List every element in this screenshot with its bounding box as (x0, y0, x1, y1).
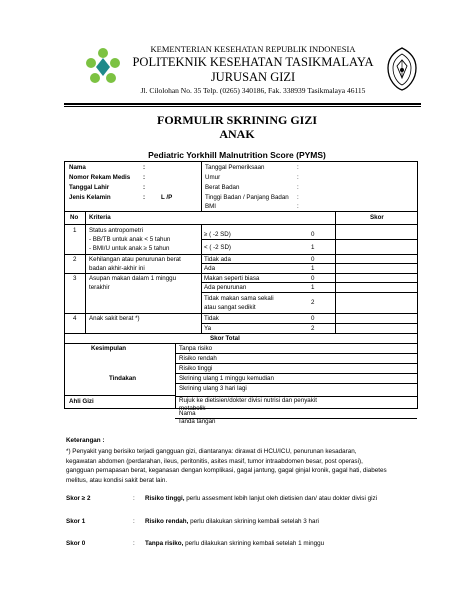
divider (65, 408, 417, 409)
score-none-label: Skor 0 (66, 540, 86, 547)
criteria-text: - BB/TB untuk anak < 5 tahun (89, 236, 171, 243)
form-subtitle: Pediatric Yorkhill Malnutrition Score (PYMS) (148, 150, 326, 160)
sex-label: Jenis Kelamin (69, 194, 111, 201)
criteria-text: Asupan makan dalam 1 minggu (89, 275, 177, 282)
score-high-risk: Risiko tinggi, (145, 495, 185, 502)
option-text: ≥ ( -2 SD) (204, 231, 231, 238)
score-low-label: Skor 1 (66, 518, 86, 525)
criteria-text: - BMI/U untuk anak ≥ 5 tahun (89, 245, 170, 252)
divider (65, 211, 417, 212)
form-title: FORMULIR SKRINING GIZI (156, 113, 318, 127)
signature-label: Tanda tangan (178, 418, 216, 425)
option-score: 0 (311, 256, 315, 263)
weight-label: Berat Badan (205, 184, 240, 191)
poltekkes-emblem-icon (386, 46, 418, 92)
age-label: Umur (205, 174, 221, 181)
option-score: 2 (311, 299, 315, 306)
height-colon: : (297, 194, 299, 201)
bmi-label: BMI (205, 203, 217, 210)
divider (175, 343, 176, 408)
score-low-description (145, 518, 319, 525)
option-score: 2 (311, 325, 315, 332)
option-text: Tidak ada (204, 256, 231, 263)
action-option: metabolik (179, 405, 206, 412)
criteria-text: Status antropometri (89, 227, 143, 234)
birth-date-label: Tanggal Lahir (69, 184, 110, 191)
divider (85, 211, 86, 333)
divider (201, 239, 417, 240)
option-score: 1 (311, 265, 315, 272)
option-text: Tidak makan sama sekali (204, 295, 274, 302)
score-high-colon: : (133, 495, 135, 502)
conclusion-option: Risiko tinggi (179, 365, 213, 372)
score-none-colon: : (133, 540, 135, 547)
divider (201, 292, 417, 293)
divider (65, 333, 417, 334)
medical-record-colon: : (143, 174, 146, 181)
action-label: Tindakan (109, 375, 137, 382)
medical-record-label: Nomor Rekam Medis (69, 174, 131, 181)
score-none-risk: Tanpa risiko, (145, 540, 184, 547)
form-title-sub: ANAK (219, 127, 255, 141)
weight-colon: : (297, 184, 299, 191)
score-high-label: Skor ≥ 2 (66, 495, 91, 502)
letterhead-text (118, 44, 388, 96)
total-score-label: Skor Total (210, 335, 240, 342)
criteria-text: Anak sakit berat *) (89, 315, 140, 322)
letterhead (0, 0, 474, 112)
nutritionist-name-label: Nama (179, 410, 196, 417)
pyms-form (64, 161, 418, 417)
letterhead-rule-thin (64, 106, 421, 107)
divider (65, 313, 417, 314)
sex-options: L /P (161, 194, 173, 201)
conclusion-label: Kesimpulan (91, 345, 127, 352)
divider (65, 224, 417, 225)
divider (335, 211, 336, 333)
letterhead-rule-thick (64, 103, 421, 105)
notes-body: *) Penyakit yang berisiko terjadi gangguan gizi, diantaranya: dirawat di HCU/ICU, penurunan kesadaran, kegawatan abdomen (perdarahan, ileus, peritonitis, asites masif, tumor intraabdomen besar, post operasi), gangguan pernapasan berat, keganasan dengan komplikasi, gagal jantung, gagal ginjal kronik, gagal hati, diabetes melitus, atau kondisi sakit berat lain. (66, 448, 387, 484)
col-header-no: No (70, 214, 79, 221)
option-score: 0 (311, 275, 315, 282)
option-text: Makan seperti biasa (204, 275, 260, 282)
sex-colon: : (143, 194, 146, 201)
name-colon: : (143, 164, 146, 171)
divider (201, 323, 417, 324)
option-text: < ( -2 SD) (204, 244, 231, 251)
row-number: 1 (73, 227, 77, 234)
divider (201, 224, 202, 333)
divider (175, 373, 417, 374)
divider (201, 162, 202, 211)
conclusion-option: Risiko rendah (179, 355, 217, 362)
action-option: Skrining ulang 3 hari lagi (179, 385, 247, 392)
score-low-colon: : (133, 518, 135, 525)
institution-name: POLITEKNIK KESEHATAN TASIKMALAYA (132, 55, 374, 69)
age-colon: : (297, 174, 299, 181)
ministry-name: KEMENTERIAN KESEHATAN REPUBLIK INDONESIA (150, 44, 356, 54)
institution-address: Jl. Cilolohan No. 35 Telp. (0265) 340186, Fak. 338939 Tasikmalaya 46115 (140, 86, 366, 95)
option-score: 1 (311, 284, 315, 291)
exam-date-colon: : (297, 164, 299, 171)
score-high-description (145, 495, 377, 502)
score-low-risk: Risiko rendah, (145, 518, 189, 525)
action-option: Skrining ulang 1 minggu kemudian (179, 375, 274, 382)
score-none-text: perlu dilakukan skrining kembali setelah 1 minggu (183, 540, 325, 547)
score-low-text: perlu dilakukan skrining kembali setelah 3 hari (188, 518, 319, 525)
option-text: atau sangat sedikit (204, 304, 256, 311)
criteria-text: terakhir (89, 284, 110, 291)
col-header-score: Skor (370, 214, 384, 221)
option-score: 0 (311, 315, 315, 322)
row-number: 4 (73, 315, 77, 322)
divider (65, 395, 175, 396)
row-number: 2 (73, 256, 77, 263)
height-label: Tinggi Badan / Panjang Badan (205, 194, 289, 201)
divider (175, 363, 417, 364)
option-text: Ya (204, 325, 212, 332)
divider (175, 383, 417, 384)
col-header-criteria: Kriteria (89, 214, 111, 221)
divider (65, 273, 417, 274)
name-label: Nama (69, 164, 86, 171)
score-high-text: perlu assesment lebih lanjut oleh dietisien dan/ atau dokter divisi gizi (184, 495, 378, 502)
option-text: Tidak (204, 315, 219, 322)
divider (175, 353, 417, 354)
department-name: JURUSAN GIZI (210, 70, 296, 84)
divider (201, 263, 417, 264)
row-number: 3 (73, 275, 77, 282)
option-score: 1 (311, 244, 315, 251)
divider (65, 343, 417, 344)
criteria-text: badan akhir-akhir ini (89, 265, 145, 272)
score-none-description (145, 540, 324, 547)
conclusion-option: Tanpa risiko (179, 345, 213, 352)
option-text: Ada (204, 265, 216, 272)
option-score: 0 (311, 231, 315, 238)
notes-title: Keterangan : (66, 437, 105, 444)
divider (65, 254, 417, 255)
nutritionist-label: Ahli Gizi (69, 398, 94, 405)
criteria-text: Kehilangan atau penurunan berat (89, 256, 181, 263)
bmi-colon: : (297, 203, 299, 210)
option-text: Ada penurunan (204, 284, 247, 291)
action-option: Rujuk ke dietisien/dokter divisi nutrisi dan penyakit (179, 397, 317, 404)
birth-date-colon: : (143, 184, 146, 191)
exam-date-label: Tanggal Pemeriksaan (205, 164, 265, 171)
